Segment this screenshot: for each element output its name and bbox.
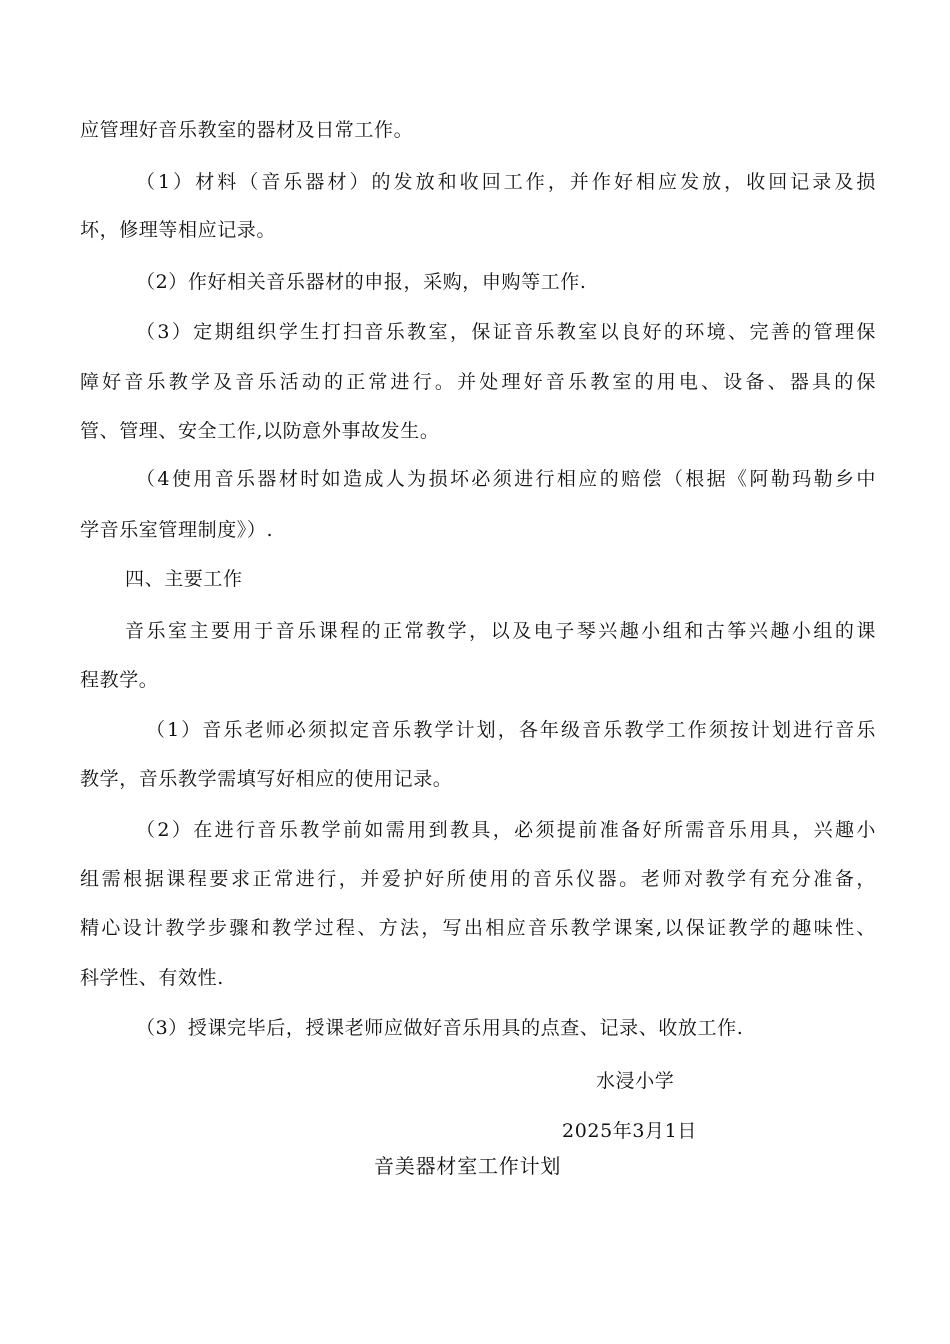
paragraph-line: （3）定期组织学生打扫音乐教室，保证音乐教室以良好的环境、完善的管理保 (136, 321, 876, 343)
paragraph-line: 管、管理、安全工作,以防意外事故发生。 (80, 420, 440, 442)
paragraph-line: 音乐室主要用于音乐课程的正常教学，以及电子琴兴趣小组和古筝兴趣小组的课 (125, 620, 876, 642)
paragraph-line: （1）材料（音乐器材）的发放和收回工作，并作好相应发放，收回记录及损 (136, 171, 876, 193)
paragraph-line: 应管理好音乐教室的器材及日常工作。 (80, 119, 414, 141)
paragraph-line: 坏，修理等相应记录。 (80, 219, 277, 241)
paragraph-line: 障好音乐教学及音乐活动的正常进行。并处理好音乐教室的用电、设备、器具的保 (80, 371, 876, 393)
next-document-title: 音美器材室工作计划 (374, 1154, 562, 1178)
paragraph-line: （4使用音乐器材时如造成人为损坏必须进行相应的赔偿（根据《阿勒玛勒乡中 (136, 468, 876, 490)
paragraph-line: 科学性、有效性. (80, 967, 224, 989)
paragraph-line: 学音乐室管理制度》）. (80, 519, 274, 541)
paragraph-line: 精心设计教学步骤和教学过程、方法，写出相应音乐教学课案,以保证教学的趣味性、 (80, 917, 876, 939)
signature-school: 水浸小学 (596, 1070, 675, 1092)
paragraph-line: （2）在进行音乐教学前如需用到教具，必须提前准备好所需音乐用具，兴趣小 (136, 819, 876, 841)
paragraph-line: 组需根据课程要求正常进行，并爱护好所使用的音乐仪器。老师对教学有充分准备， (80, 868, 876, 890)
paragraph-line: 程教学。 (80, 669, 159, 691)
paragraph-line: 教学，音乐教学需填写好相应的使用记录。 (80, 768, 453, 790)
paragraph-line: （2）作好相关音乐器材的申报，采购，申购等工作. (136, 271, 587, 293)
section-heading: 四、主要工作 (125, 568, 243, 590)
paragraph-line: （1）音乐老师必须拟定音乐教学计划，各年级音乐教学工作须按计划进行音乐 (146, 719, 876, 741)
paragraph-line: （3）授课完毕后，授课老师应做好音乐用具的点查、记录、收放工作. (136, 1017, 744, 1039)
signature-date: 2025年3月1日 (562, 1120, 697, 1142)
